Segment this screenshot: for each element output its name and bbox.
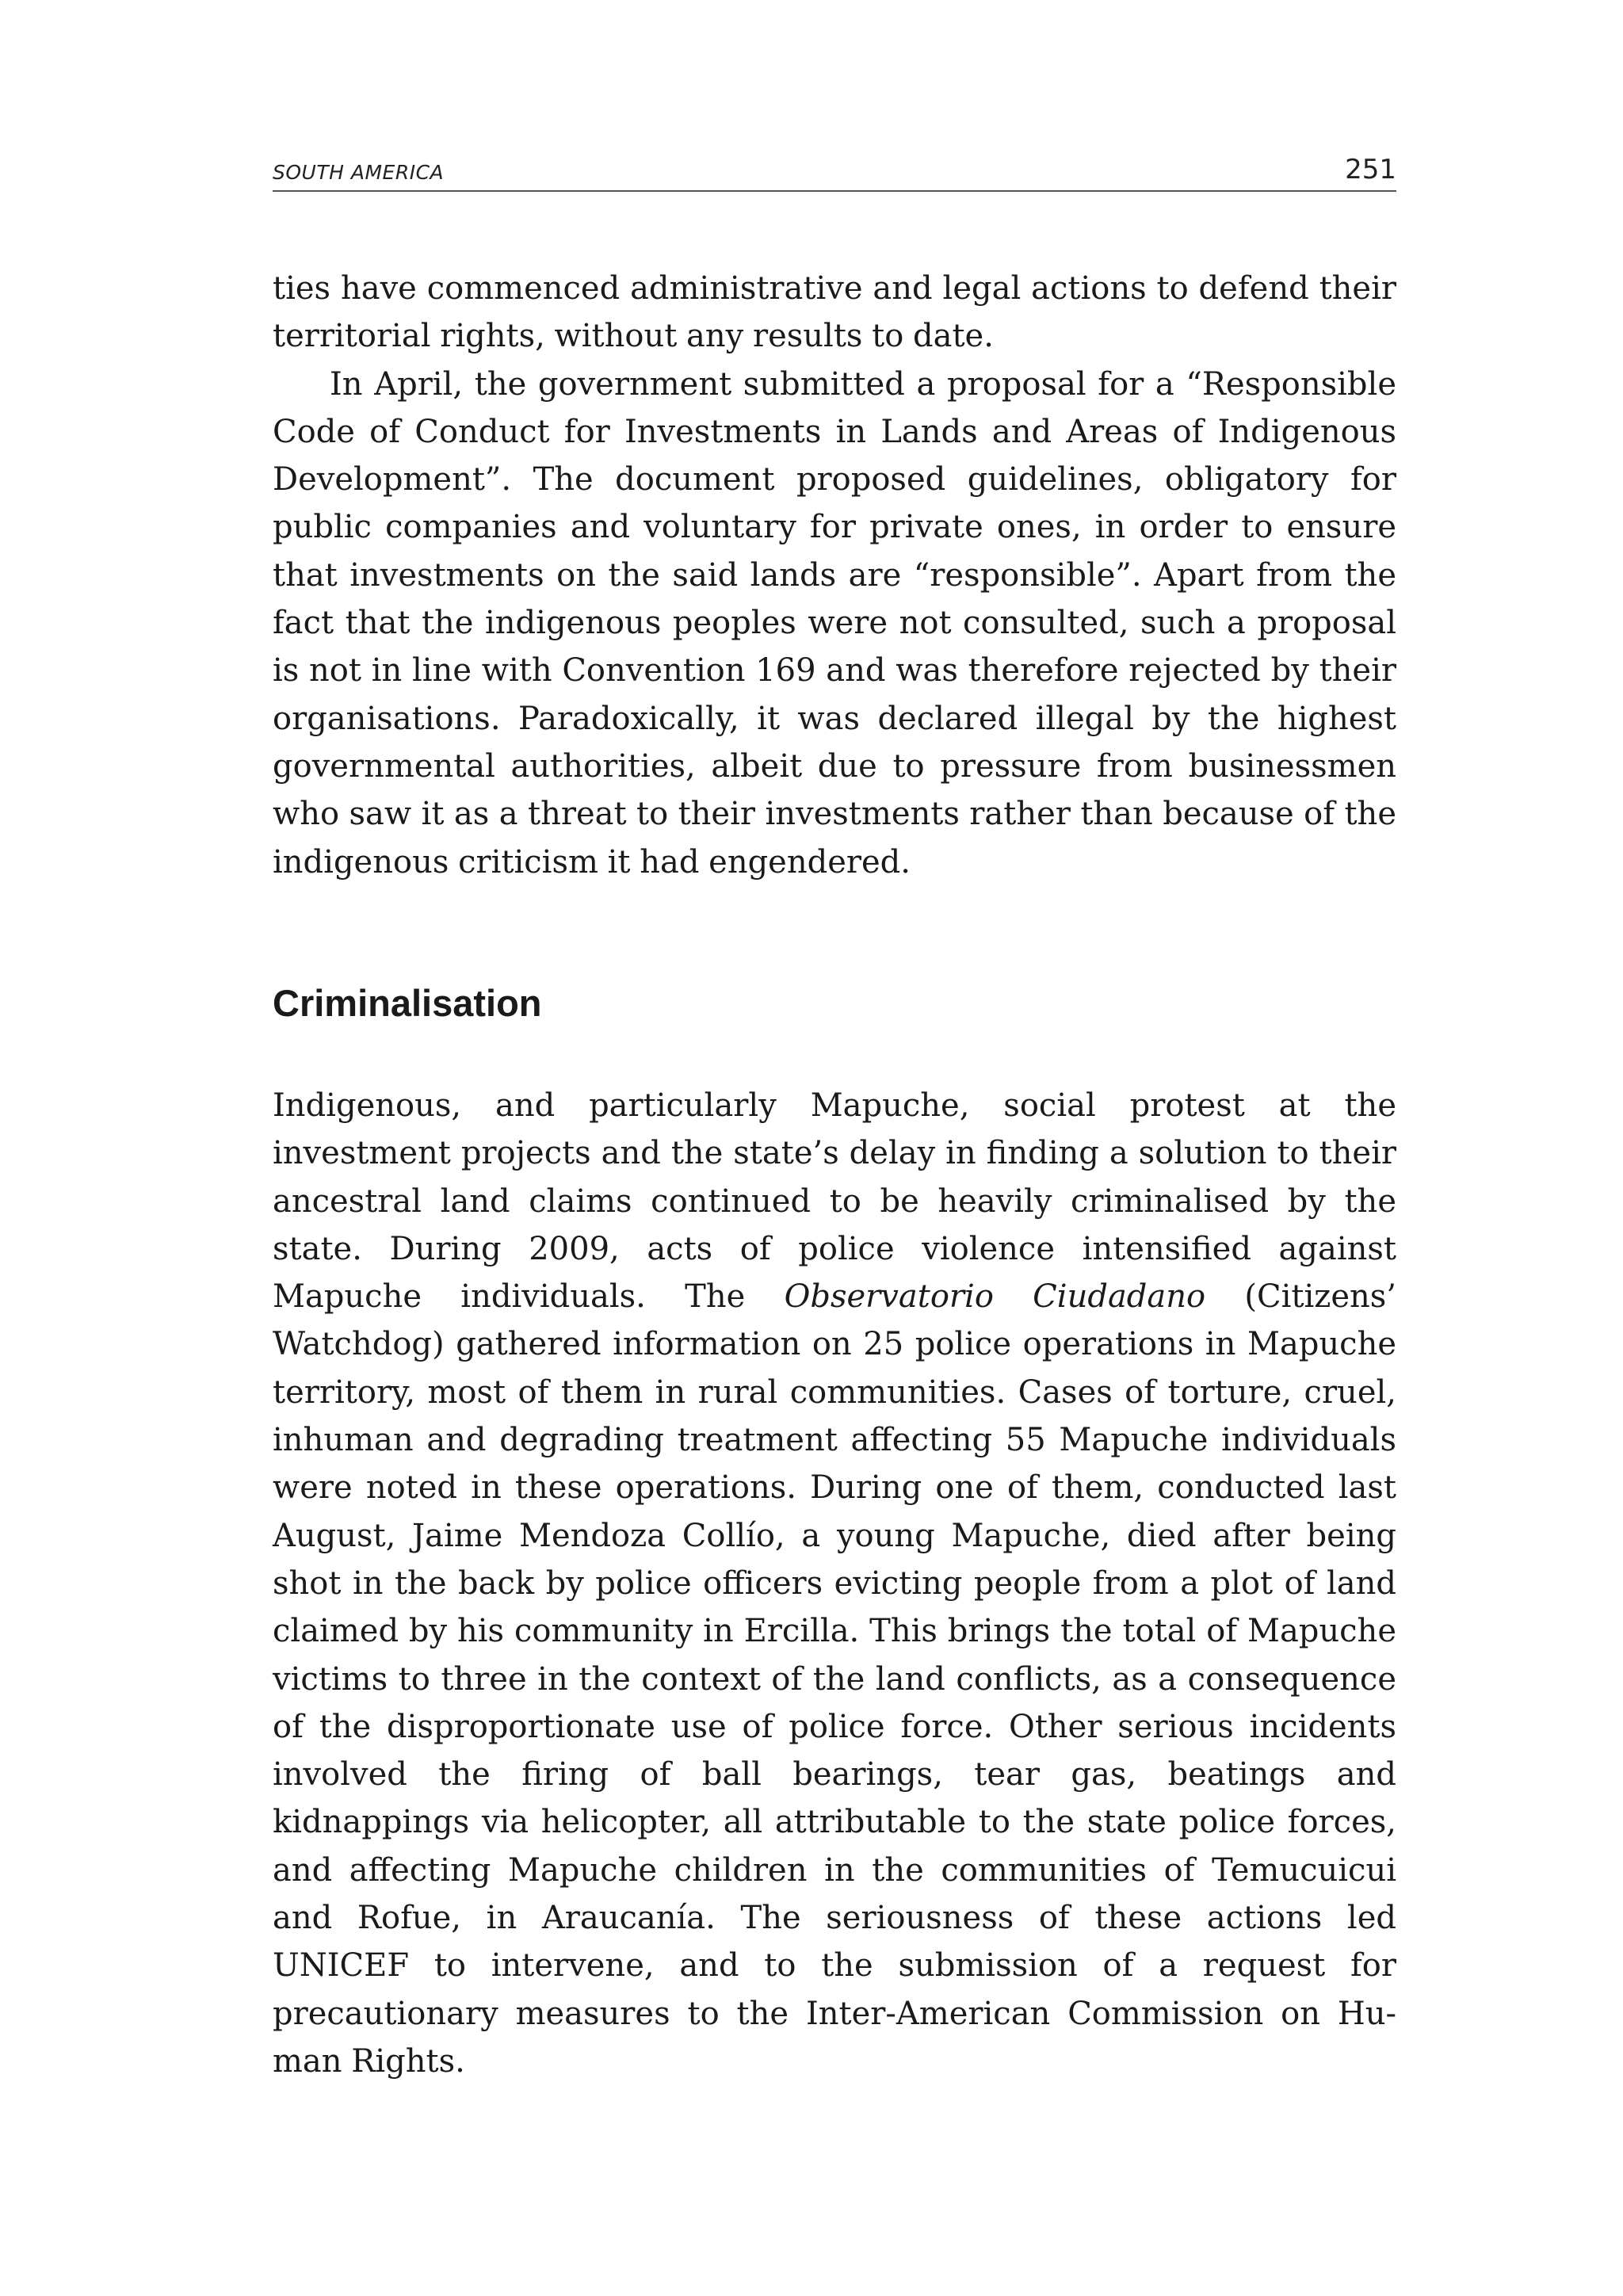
paragraph-code-of-conduct: In April, the government submitted a proposal for a “Responsible Code of Conduct for Investments in Lands and Areas of Indigenous Development”. The document proposed guidelines, obligatory for public companies and voluntary for private ones, in order to ensure that investments on the said lands are “responsible”. Apart from the fact that the indigenous peoples were not consulted, such a proposal is not in line with Convention 169 and was therefore rejected by their organisations. Paradoxically, it was declared illegal by the highest governmental authorities, albeit due to pressure from businessmen who saw it as a threat to their investments rather than because of the indigenous criticism it had engendered.: [273, 365, 1396, 881]
paragraph-text-before: Indigenous, and particularly Mapuche, social protest at the investment projects and the state’s delay in finding a solution to their ancestral land claims continued to be heavily criminalised by the state. During 2009, acts of police violence intensified against Mapuche individuals. The: [273, 1087, 1396, 1316]
intro-text-block: [273, 265, 1396, 886]
paragraph-text-after: (Citizens’ Watchdog) gathered information on 25 police operations in Mapuche territory, most of them in rural communities. Cases of torture, cruel, inhuman and degrading treatment affecting 55 Mapuche individuals were noted in these operations. During one of them, conducted last August, Jaime Mendoza Collío, a young Mapuche, died after being shot in the back by police officers evicting people from a plot of land claimed by his community in Ercilla. This brings the total of Mapuche victims to three in the context of the land conflicts, as a consequence of the disproportionate use of police force. Other serious incidents involved the firing of ball bearings, tear gas, beatings and kidnappings via helicopter, all attributable to the state police forces, and affecting Mapuche children in the communities of Temucuicui and Rofue, in Araucanía. The seriousness of these actions led UNICEF to intervene, and to the submission of a request for precautionary measures to the Inter-American Commission on Human Rights.: [273, 1278, 1396, 2080]
criminalisation-text-block: [273, 1082, 1396, 2085]
paragraph-continued: ties have commenced administrative and legal actions to defend their territorial rights, without any results to date.: [273, 270, 1396, 355]
page-number: 251: [1345, 154, 1396, 185]
organisation-name-italic: Observatorio Ciudadano: [784, 1278, 1206, 1316]
paragraph-criminalisation: [273, 1082, 1396, 2085]
running-header-section: SOUTH AMERICA: [273, 161, 445, 184]
section-heading: Criminalisation: [273, 982, 542, 1024]
running-header: [273, 155, 1396, 192]
